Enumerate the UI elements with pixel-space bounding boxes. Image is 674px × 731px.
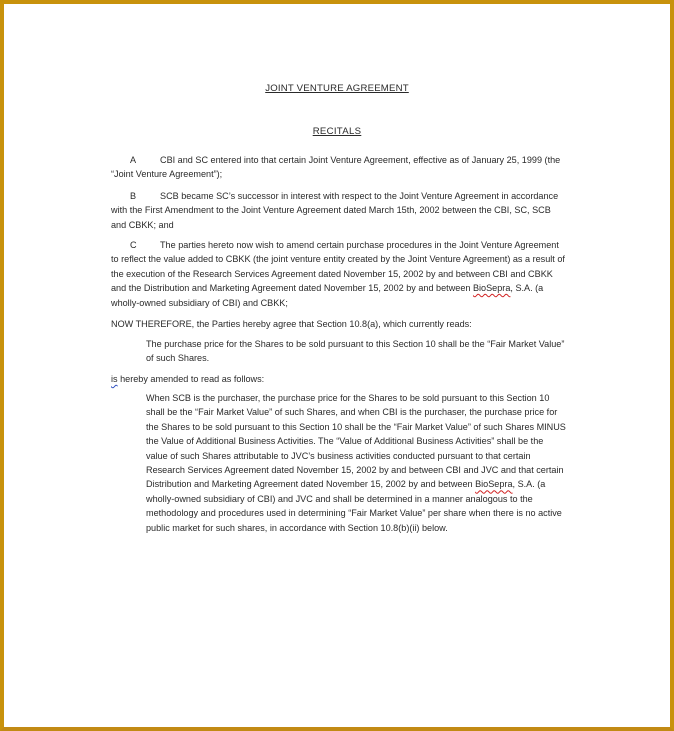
recital-text-end: , S.A. (a wholly-owned subsidiary of CBI) and CBKK; (111, 283, 544, 308)
document-title: JOINT VENTURE AGREEMENT (265, 83, 409, 94)
current-section-text: The purchase price for the Shares to be sold pursuant to this Section 10 shall be the “Fair Market Value” of such Shares. (146, 339, 565, 364)
recital-a (111, 153, 566, 182)
recital-text: SCB became SC’s successor in interest with respect to the Joint Venture Agreement in accordance with the First Amendment to the Joint Venture Agreement dated March 15th, 2002 between the CBI, SC, SCB and CBKK; and (111, 191, 559, 230)
amended-section-text (146, 391, 566, 535)
recital-b (111, 189, 566, 232)
grammar-flagged-word[interactable]: is (111, 374, 118, 384)
now-therefore-paragraph: NOW THEREFORE, the Parties hereby agree that Section 10.8(a), which currently reads: (111, 319, 472, 329)
recital-letter: C (130, 240, 137, 250)
recital-letter: A (130, 155, 137, 165)
amended-text: When SCB is the purchaser, the purchase price for the Shares to be sold pursuant to this Section 10 shall be the “Fair Market Value” of such Shares, and when CBI is the purchaser, the purchase price for the Shares to be sold pursuant to this Section 10 shall be the “Fair Market Value” of such Shares MINUS the Value of Additional Business Activities. The “Value of Additional Business Activities” shall be the value of such Shares attributable to JVC’s business activities conducted pursuant to that certain Research Services Agreement dated November 15, 2002 by and between CBI and JVC and that certain Distribution and Marketing Agreement dated November 15, 2002 by and between (146, 393, 566, 490)
spellcheck-flagged-word[interactable]: BioSepra (472, 283, 511, 294)
amendment-intro (111, 372, 566, 386)
spellcheck-flagged-word[interactable]: BioSepra (475, 479, 513, 490)
amendment-intro-text: hereby amended to read as follows: (117, 374, 265, 384)
recital-text: The parties hereto now wish to amend certain purchase procedures in the Joint Venture Agreement to reflect the value added to CBKK (the joint venture entity created by the Joint Venture Agreement) as a result of the execution of the Research Services Agreement dated November 15, 2002 by and between CBI and CBKK and the Distribution and Marketing Agreement dated November 15, 2002 by and between (111, 240, 565, 294)
amended-text-end: , S.A. (a wholly-owned subsidiary of CBI) and JVC and shall be determined in a manner analogous to the methodology and procedures used in determining “Fair Market Value” per share when there is no active public market for such shares, in accordance with Section 10.8(b)(ii) below. (146, 479, 562, 533)
recital-letter: B (130, 191, 137, 201)
section-heading-recitals: RECITALS (312, 126, 362, 137)
recital-text: CBI and SC entered into that certain Joint Venture Agreement, effective as of January 25, 1999 (the “Joint Venture Agreement”); (111, 155, 561, 180)
recital-c (111, 238, 566, 310)
